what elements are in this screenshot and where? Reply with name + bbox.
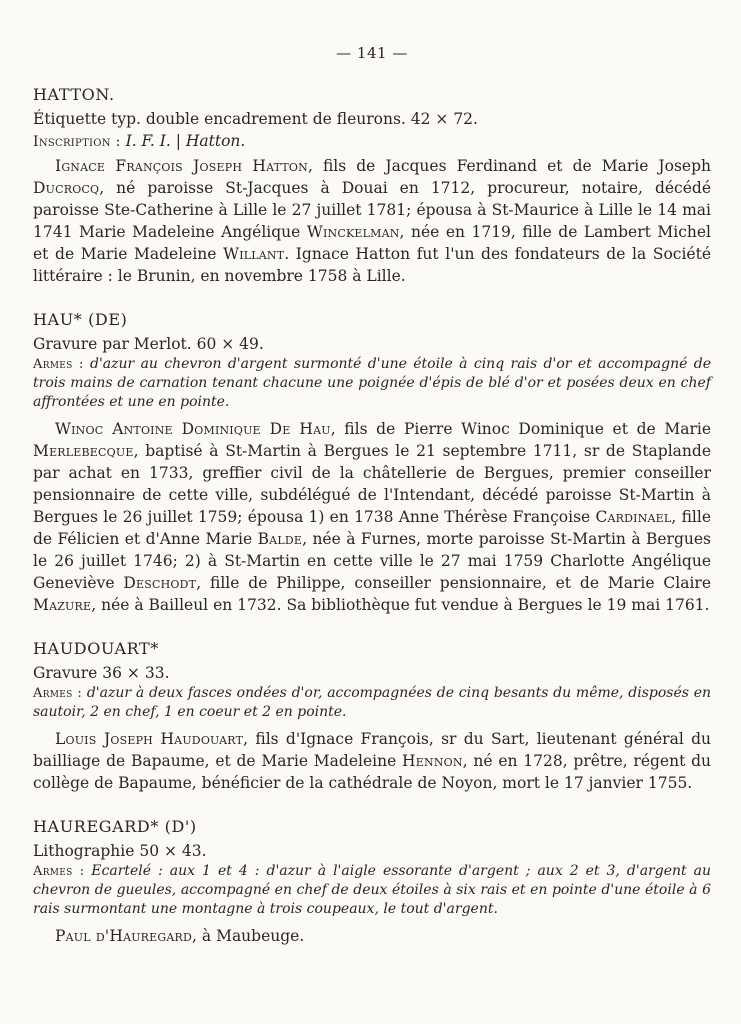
person-name: Paul d'Hauregard: [55, 927, 193, 945]
bio-text: , fille de Félicien et d'Anne Marie: [33, 508, 712, 548]
arms-label: Armes :: [33, 686, 83, 701]
page-number: — 141 —: [336, 44, 408, 62]
person-name: Deschodt: [123, 574, 197, 592]
entry-biography: [33, 728, 711, 794]
inscription-text: I. F. I. | Hatton.: [125, 132, 246, 150]
bio-text: , né en 1728, prêtre, régent du collège de Bapaume, bénéficier de la cathédrale de Noyon, mort le 17 janvier 1755.: [33, 752, 711, 792]
person-name: Winoc Antoine Dominique De Hau: [55, 420, 331, 438]
bio-text: , née à Furnes, morte paroisse St-Martin à Bergues le 26 juillet 1746; 2) à St-Martin en cette ville le 27 mai 1759 Charlotte Angélique Geneviève: [33, 530, 711, 592]
bio-text: , né paroisse St-Jacques à Douai en 1712, procureur, notaire, décédé paroisse Ste-Catherine à Lille le 27 juillet 1781; épousa à St-Maurice à Lille le 14 mai 1741 Marie Madeleine Angélique: [33, 179, 711, 241]
inscription-label: Inscription :: [33, 134, 121, 150]
bio-text: , née en 1719, fille de Lambert Michel et de Marie Madeleine: [33, 223, 711, 263]
entry-hau: [33, 309, 711, 616]
arms-label: Armes :: [33, 357, 84, 372]
arms-text: Ecartelé : aux 1 et 4 : d'azur à l'aigle essorante d'argent ; aux 2 et 3, d'argent au chevron de gueules, accompagné en chef de deux étoiles à six rais et en pointe d'une étoile à 6 rais surmontant une montagne à trois coupeaux, le tout d'argent.: [33, 863, 711, 917]
entry-description: Étiquette typ. double encadrement de fleurons. 42 × 72.: [33, 110, 478, 128]
bio-text: . Ignace Hatton fut l'un des fondateurs de la Société littéraire : le Brunin, en novembre 1758 à Lille.: [33, 245, 711, 285]
person-name: Ignace François Joseph Hatton: [55, 157, 308, 175]
arms-line: [33, 355, 711, 412]
entry-title: HAU* (DE): [33, 310, 128, 329]
bio-text: , née à Bailleul en 1732. Sa bibliothèque fut vendue à Bergues le 19 mai 1761.: [91, 596, 710, 614]
arms-line: [33, 684, 711, 722]
entry-title: HAUREGARD* (D'): [33, 817, 197, 836]
entry-haudouart: [33, 638, 711, 794]
bio-text: , fille de Philippe, conseiller pensionnaire, et de Marie Claire: [196, 574, 711, 592]
person-name: Cardinael: [595, 508, 672, 526]
entry-biography: [33, 155, 711, 287]
entry-description: Gravure par Merlot. 60 × 49.: [33, 335, 264, 353]
arms-text: d'azur à deux fasces ondées d'or, accompagnées de cinq besants du même, disposés en sautoir, 2 en chef, 1 en coeur et 2 en pointe.: [33, 685, 712, 720]
entry-biography: [33, 418, 711, 616]
arms-line: [33, 862, 711, 919]
bio-text: , fils de Jacques Ferdinand et de Marie Joseph: [307, 157, 712, 175]
person-name: Ducrocq: [33, 179, 100, 197]
person-name: Winckelman: [306, 223, 400, 241]
bio-text: , baptisé à St-Martin à Bergues le 21 septembre 1711, sr de Staplande par achat en 1733, greffier civil de la châtellerie de Bergues, premier conseiller pensionnaire de cette ville, subdélégué de l'Intendant, décédé paroisse St-Martin à Bergues le 26 juillet 1759; épousa 1) en 1738 Anne Thérèse Françoise: [33, 442, 711, 526]
bio-text: , fils d'Ignace François, sr du Sart, lieutenant général du bailliage de Bapaume, et de Marie Madeleine: [33, 730, 711, 770]
person-name: Willant: [223, 245, 285, 263]
entry-description: Lithographie 50 × 43.: [33, 842, 207, 860]
inscription-line: [33, 130, 711, 153]
person-name: Hennon: [402, 752, 463, 770]
person-name: Merlebecque: [33, 442, 134, 460]
bio-text: , fils de Pierre Winoc Dominique et de Marie: [330, 420, 711, 438]
person-name: Balde: [257, 530, 303, 548]
entry-hatton: [33, 84, 711, 287]
entry-biography: [33, 925, 711, 947]
entry-hauregard: [33, 816, 711, 947]
entry-title: HATTON.: [33, 85, 115, 104]
bio-text: , à Maubeuge.: [192, 927, 305, 945]
person-name: Louis Joseph Haudouart: [55, 730, 244, 748]
arms-text: d'azur au chevron d'argent surmonté d'une étoile à cinq rais d'or et accompagné de trois mains de carnation tenant chacune une poignée d'épis de blé d'or et posées deux en chef affrontées et une en pointe.: [33, 356, 711, 410]
arms-label: Armes :: [33, 864, 85, 879]
entry-description: Gravure 36 × 33.: [33, 664, 170, 682]
person-name: Mazure: [33, 596, 92, 614]
entry-title: HAUDOUART*: [33, 639, 159, 658]
